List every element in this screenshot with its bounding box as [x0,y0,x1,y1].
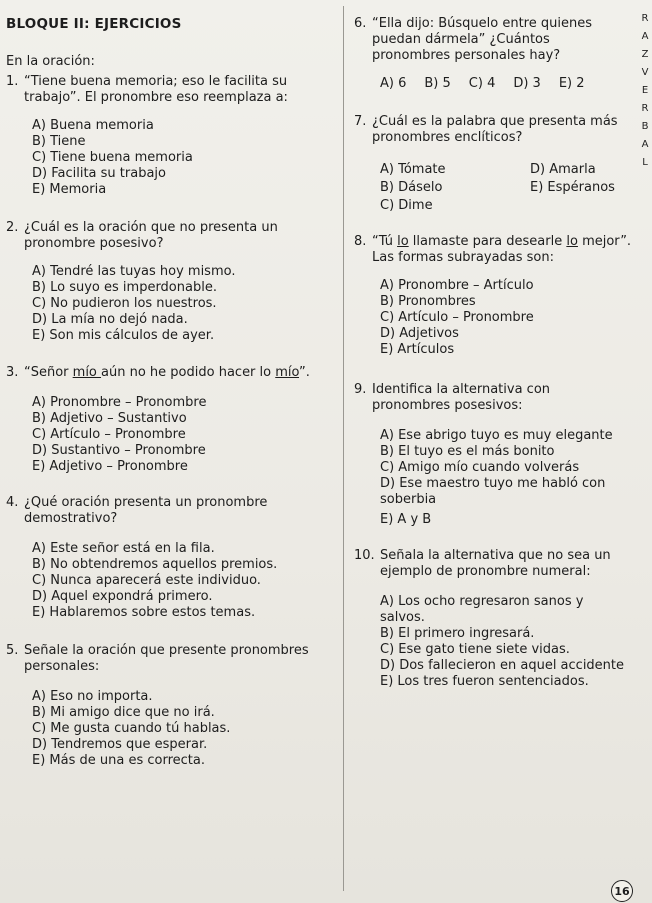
option-b[interactable]: B) Adjetivo – Sustantivo [32,411,187,426]
option-a[interactable]: A) Tómate [380,162,446,177]
question-9 [354,382,632,528]
edge-letter: L [642,157,648,168]
question-number: 3. [6,365,19,380]
edge-letter: B [641,121,649,132]
option-c[interactable]: C) Me gusta cuando tú hablas. [32,721,231,736]
left-column [6,16,336,769]
option-b[interactable]: B) No obtendremos aquellos premios. [32,557,278,572]
option-a[interactable]: A) Pronombre – Artículo [380,278,534,293]
question-text: Señale la oración que presente pronombres personales: [24,643,309,674]
question-number: 8. [354,234,367,249]
question-7 [354,114,632,214]
option-d[interactable]: D) Tendremos que esperar. [32,737,208,752]
option-a[interactable]: A) Buena memoria [32,118,154,133]
option-a[interactable]: A) Este señor está en la fila. [32,541,215,556]
option-d[interactable]: D) Aquel expondrá primero. [32,589,213,604]
question-number: 5. [6,643,19,658]
question-6 [354,16,632,92]
edge-letter: A [641,31,649,42]
question-text: Señala la alternativa que no sea un ejemplo de pronombre numeral: [380,548,611,579]
option-c[interactable]: C) No pudieron los nuestros. [32,296,217,311]
underlined-word: mío [275,365,300,380]
option-b[interactable]: B) El primero ingresará. [380,626,535,641]
option-c[interactable]: C) 4 [468,76,496,91]
option-d[interactable]: D) Amarla [530,162,596,177]
option-e[interactable]: E) Memoria [32,182,107,197]
question-number: 2. [6,220,19,235]
option-c[interactable]: C) Dime [380,198,433,213]
question-number: 6. [354,16,367,31]
option-c[interactable]: C) Amigo mío cuando volverás [380,460,580,475]
option-e[interactable]: E) A y B [380,512,432,527]
option-e[interactable]: E) Más de una es correcta. [32,753,205,768]
question-text: Identifica la alternativa con pronombres posesivos: [372,382,551,413]
option-b[interactable]: B) Dáselo [380,180,443,195]
option-d[interactable]: D) Ese maestro tuyo me habló con soberbia [380,476,606,507]
option-c[interactable]: C) Artículo – Pronombre [32,427,186,442]
question-5 [6,643,336,769]
column-divider [343,6,344,891]
option-d[interactable]: D) Dos fallecieron en aquel accidente [380,658,625,673]
option-b[interactable]: B) El tuyo es el más bonito [380,444,555,459]
option-c[interactable]: C) Ese gato tiene siete vidas. [380,642,570,657]
option-e[interactable]: E) Hablaremos sobre estos temas. [32,605,256,620]
question-text: “Señor mío aún no he podido hacer lo mío”. [24,365,310,380]
question-number: 1. [6,74,19,89]
option-a[interactable]: A) 6 [380,76,407,91]
question-2 [6,220,336,344]
option-e[interactable]: E) 2 [558,76,585,91]
question-text: “Ella dijo: Búsquelo entre quienes puedan dármela” ¿Cuántos pronombres personales hay? [372,16,592,63]
edge-letter: R [641,13,649,24]
option-a[interactable]: A) Los ocho regresaron sanos y salvos. [380,594,584,625]
question-3 [6,365,336,475]
option-d[interactable]: D) Sustantivo – Pronombre [32,443,206,458]
edge-letter: V [641,67,649,78]
question-text: ¿Qué oración presenta un pronombre demostrativo? [24,495,268,526]
question-1 [6,74,336,198]
question-number: 7. [354,114,367,129]
question-text: “Tiene buena memoria; eso le facilita su trabajo”. El pronombre eso reemplaza a: [24,74,288,105]
option-a[interactable]: A) Pronombre – Pronombre [32,395,207,410]
option-b[interactable]: B) Lo suyo es imperdonable. [32,280,217,295]
option-d[interactable]: D) Adjetivos [380,326,459,341]
option-e[interactable]: E) Espéranos [530,180,615,195]
underlined-word: mío [72,365,102,380]
edge-letters [640,10,650,172]
option-a[interactable]: A) Ese abrigo tuyo es muy elegante [380,428,613,443]
question-text: “Tú lo llamaste para desearle lo mejor”. Las formas subrayadas son: [372,234,632,265]
option-e[interactable]: E) Son mis cálculos de ayer. [32,328,215,343]
question-number: 4. [6,495,19,510]
question-number: 9. [354,382,367,397]
edge-letter: Z [641,49,649,60]
option-b[interactable]: B) 5 [424,76,451,91]
page-number: 16 [611,880,633,902]
edge-letter: R [641,103,649,114]
underlined-word: lo [566,234,578,249]
option-e[interactable]: E) Adjetivo – Pronombre [32,459,188,474]
option-a[interactable]: A) Tendré las tuyas hoy mismo. [32,264,236,279]
section-title: BLOQUE II: EJERCICIOS [6,16,182,32]
option-e[interactable]: E) Los tres fueron sentenciados. [380,674,589,689]
option-d[interactable]: D) 3 [513,76,541,91]
edge-letter: E [641,85,649,96]
question-number: 10. [354,548,375,563]
option-d[interactable]: D) Facilita su trabajo [32,166,166,181]
edge-letter: A [641,139,649,150]
option-c[interactable]: C) Tiene buena memoria [32,150,193,165]
intro-text: En la oración: [6,54,95,69]
question-8 [354,234,632,358]
question-4 [6,495,336,621]
option-d[interactable]: D) La mía no dejó nada. [32,312,188,327]
option-b[interactable]: B) Mi amigo dice que no irá. [32,705,215,720]
question-10 [354,548,632,690]
option-b[interactable]: B) Tiene [32,134,86,149]
right-column [354,16,632,690]
question-text: ¿Cuál es la oración que no presenta un pronombre posesivo? [24,220,278,251]
option-c[interactable]: C) Nunca aparecerá este individuo. [32,573,261,588]
option-c[interactable]: C) Artículo – Pronombre [380,310,534,325]
option-a[interactable]: A) Eso no importa. [32,689,153,704]
question-text: ¿Cuál es la palabra que presenta más pronombres enclíticos? [372,114,618,145]
underlined-word: lo [397,234,409,249]
option-e[interactable]: E) Artículos [380,342,455,357]
option-b[interactable]: B) Pronombres [380,294,476,309]
